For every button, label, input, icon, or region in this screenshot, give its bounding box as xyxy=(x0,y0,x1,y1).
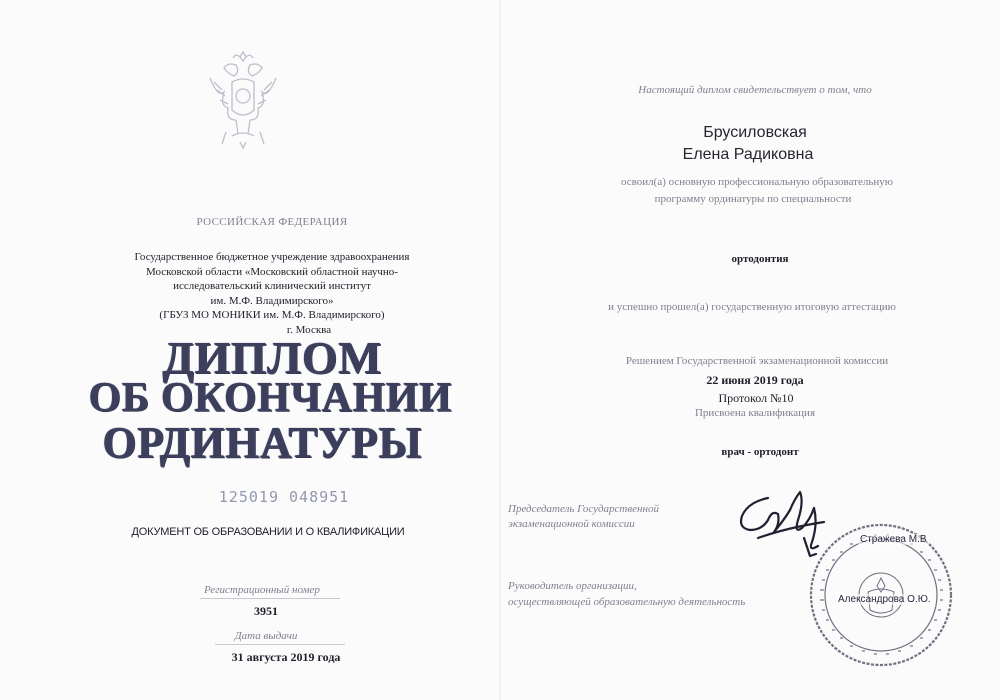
issue-date-label: Дата выдачи xyxy=(234,630,298,642)
institution-block xyxy=(135,250,410,337)
qualification: врач - ортодонт xyxy=(721,446,799,458)
mastered-program-line-1: освоил(а) основную профессиональную образовательную xyxy=(621,176,893,188)
commission-date: 22 июня 2019 года xyxy=(706,373,804,387)
intro-text: Настоящий диплом свидетельствует о том, что xyxy=(638,84,872,96)
issue-date-underline xyxy=(215,644,345,645)
diploma-title-line-2: ОБ ОКОНЧАНИИ xyxy=(88,375,452,421)
serial-number: 125019 048951 xyxy=(218,488,350,506)
graduate-surname: Брусиловская xyxy=(703,124,807,141)
issue-date: 31 августа 2019 года xyxy=(231,650,341,664)
country-label: РОССИЙСКАЯ ФЕДЕРАЦИЯ xyxy=(196,216,348,228)
qualification-label: Присвоена квалификация xyxy=(694,407,816,419)
mastered-program-line-2: программу ординатуры по специальности xyxy=(654,193,852,205)
registration-underline xyxy=(200,598,340,599)
document-type: ДОКУМЕНТ ОБ ОБРАЗОВАНИИ И О КВАЛИФИКАЦИИ xyxy=(131,526,405,538)
coat-of-arms-icon xyxy=(202,48,284,152)
chair-label-line-2: экзаменационной комиссии xyxy=(508,518,635,530)
head-label-line-2: осуществляющей образовательную деятельность xyxy=(508,596,746,608)
graduate-given-names: Елена Радиковна xyxy=(682,146,814,163)
chair-name: Стражева М.В xyxy=(860,534,927,545)
registration-label: Регистрационный номер xyxy=(204,584,320,596)
diploma-title-line-3: ОРДИНАТУРЫ xyxy=(102,418,422,467)
institution-line: Государственное бюджетное учреждение здравоохранения xyxy=(134,251,410,263)
protocol-number: Протокол №10 xyxy=(718,391,794,405)
institution-city: г. Москва xyxy=(286,323,332,336)
page-fold xyxy=(499,0,501,700)
head-name: Александрова О.Ю. xyxy=(838,594,931,605)
chair-label-line-1: Председатель Государственной xyxy=(508,503,659,515)
diploma-title-line-1: ДИПЛОМ xyxy=(162,332,382,383)
specialty: ортодонтия xyxy=(731,253,789,265)
institution-line: исследовательский клинический институт xyxy=(173,280,371,292)
institution-line: им. М.Ф. Владимирского» xyxy=(210,294,334,307)
institution-line: (ГБУЗ МО МОНИКИ им. М.Ф. Владимирского) xyxy=(159,309,385,321)
head-label-line-1: Руководитель организации, xyxy=(508,580,637,592)
registration-number: 3951 xyxy=(254,604,278,618)
institution-line: Московской области «Московский областной научно- xyxy=(146,265,398,278)
commission-decision: Решением Государственной экзаменационной комиссии xyxy=(625,355,889,367)
attestation-text: и успешно прошел(а) государственную итоговую аттестацию xyxy=(608,301,896,313)
